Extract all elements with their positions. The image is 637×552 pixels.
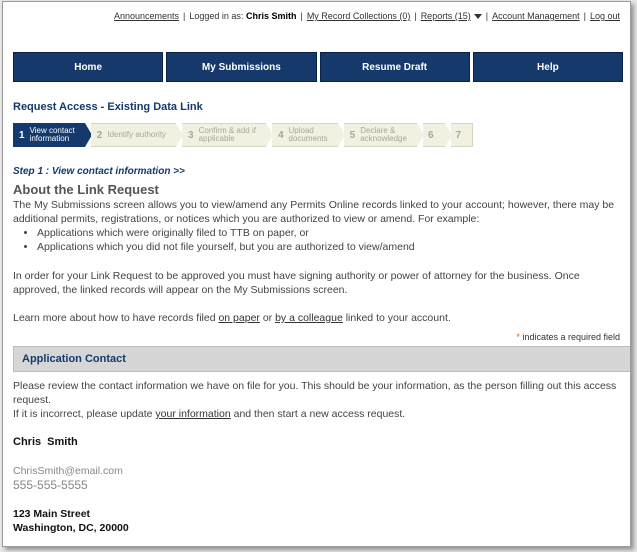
step-label: Upload bbox=[288, 126, 314, 135]
step-6[interactable] bbox=[423, 123, 445, 147]
log-out-link[interactable]: Log out bbox=[589, 11, 620, 21]
required-field-note bbox=[516, 332, 620, 342]
about-heading: About the Link Request bbox=[13, 182, 159, 197]
learn-more-prefix: Learn more about how to have records filed bbox=[13, 312, 219, 324]
step-label: Confirm & add if bbox=[198, 126, 256, 135]
contact-review-text bbox=[13, 379, 625, 421]
step-number: 3 bbox=[188, 129, 194, 141]
about-intro-text: The My Submissions screen allows you to view/amend any Permits Online records linked to your account; however, there may be additional permits, registrations, or notices which you are authorized to view or amend. For example: bbox=[13, 199, 615, 225]
browser-page bbox=[2, 1, 631, 547]
chevron-down-icon[interactable] bbox=[474, 14, 482, 19]
logged-in-label: Logged in as: bbox=[189, 11, 244, 21]
nav-my-submissions[interactable]: My Submissions bbox=[166, 52, 316, 82]
address-line-1: 123 Main Street bbox=[13, 508, 91, 520]
address-line-2: Washington, DC, 20000 bbox=[13, 522, 129, 534]
step-3[interactable] bbox=[182, 123, 266, 147]
step-1[interactable] bbox=[13, 123, 85, 147]
your-information-link[interactable]: your information bbox=[155, 408, 231, 420]
nav-help[interactable]: Help bbox=[473, 52, 623, 82]
top-utility-bar: Announcements | Logged in as: Chris Smith | My Record Collections (0) | Reports (15) | Account Management | Log out bbox=[114, 11, 620, 21]
contact-email: ChrisSmith@email.com bbox=[13, 465, 123, 477]
step-2[interactable] bbox=[91, 123, 176, 147]
step-label: acknowledge bbox=[360, 134, 407, 143]
account-management-link[interactable]: Account Management bbox=[492, 11, 580, 21]
example-list bbox=[13, 226, 625, 254]
step-label: documents bbox=[288, 134, 328, 143]
step-7[interactable] bbox=[451, 123, 474, 147]
current-step-link[interactable]: Step 1 : View contact information >> bbox=[13, 166, 185, 177]
step-number: 2 bbox=[96, 129, 103, 141]
required-note-text: indicates a required field bbox=[522, 332, 620, 342]
incorrect-prefix: If it is incorrect, please update bbox=[13, 408, 156, 420]
contact-phone: 555-555-5555 bbox=[13, 478, 88, 492]
on-paper-link[interactable]: on paper bbox=[218, 312, 260, 324]
nav-resume-draft[interactable]: Resume Draft bbox=[320, 52, 470, 82]
contact-address bbox=[13, 507, 129, 535]
my-record-collections-link[interactable]: My Record Collections (0) bbox=[306, 11, 411, 21]
step-label: Identify authority bbox=[107, 130, 167, 139]
progress-steps bbox=[13, 123, 479, 145]
step-5[interactable] bbox=[344, 123, 417, 147]
announcements-link[interactable]: Announcements bbox=[114, 11, 180, 21]
step-number: 1 bbox=[19, 129, 25, 141]
learn-more-text bbox=[13, 311, 625, 325]
learn-more-suffix: linked to your account. bbox=[342, 312, 451, 324]
step-number: 4 bbox=[277, 129, 284, 141]
learn-more-or: or bbox=[259, 312, 276, 324]
contact-name: Chris Smith bbox=[13, 436, 78, 448]
step-label: Declare & bbox=[360, 126, 396, 135]
incorrect-suffix: and then start a new access request. bbox=[230, 408, 406, 420]
step-number: 7 bbox=[455, 129, 462, 141]
step-label: information bbox=[29, 134, 70, 143]
approval-text: In order for your Link Request to be approved you must have signing authority or power of attorney for the business. Once approved, the linked records will appear on the My Submissions screen. bbox=[13, 270, 580, 296]
step-label: View contact bbox=[29, 126, 75, 135]
main-nav bbox=[13, 52, 623, 82]
by-a-colleague-link[interactable]: by a colleague bbox=[275, 312, 343, 324]
step-4[interactable] bbox=[272, 123, 338, 147]
about-intro bbox=[13, 198, 625, 254]
required-star: * bbox=[516, 332, 520, 342]
page-title: Request Access - Existing Data Link bbox=[13, 101, 203, 113]
step-number: 6 bbox=[427, 129, 434, 141]
step-label: applicable bbox=[198, 134, 235, 143]
review-text: Please review the contact information we have on file for you. This should be your information, as the person filling out this access request. bbox=[13, 380, 617, 406]
reports-link[interactable]: Reports (15) bbox=[420, 11, 471, 21]
step-number: 5 bbox=[349, 129, 356, 141]
list-item: • Applications which you did not file yourself, but you are authorized to view/amend bbox=[37, 240, 625, 254]
list-item: • Applications which were originally filed to TTB on paper, or bbox=[37, 226, 625, 240]
logged-in-user: Chris Smith bbox=[245, 11, 297, 21]
application-contact-header: Application Contact bbox=[13, 346, 631, 372]
nav-home[interactable]: Home bbox=[13, 52, 163, 82]
